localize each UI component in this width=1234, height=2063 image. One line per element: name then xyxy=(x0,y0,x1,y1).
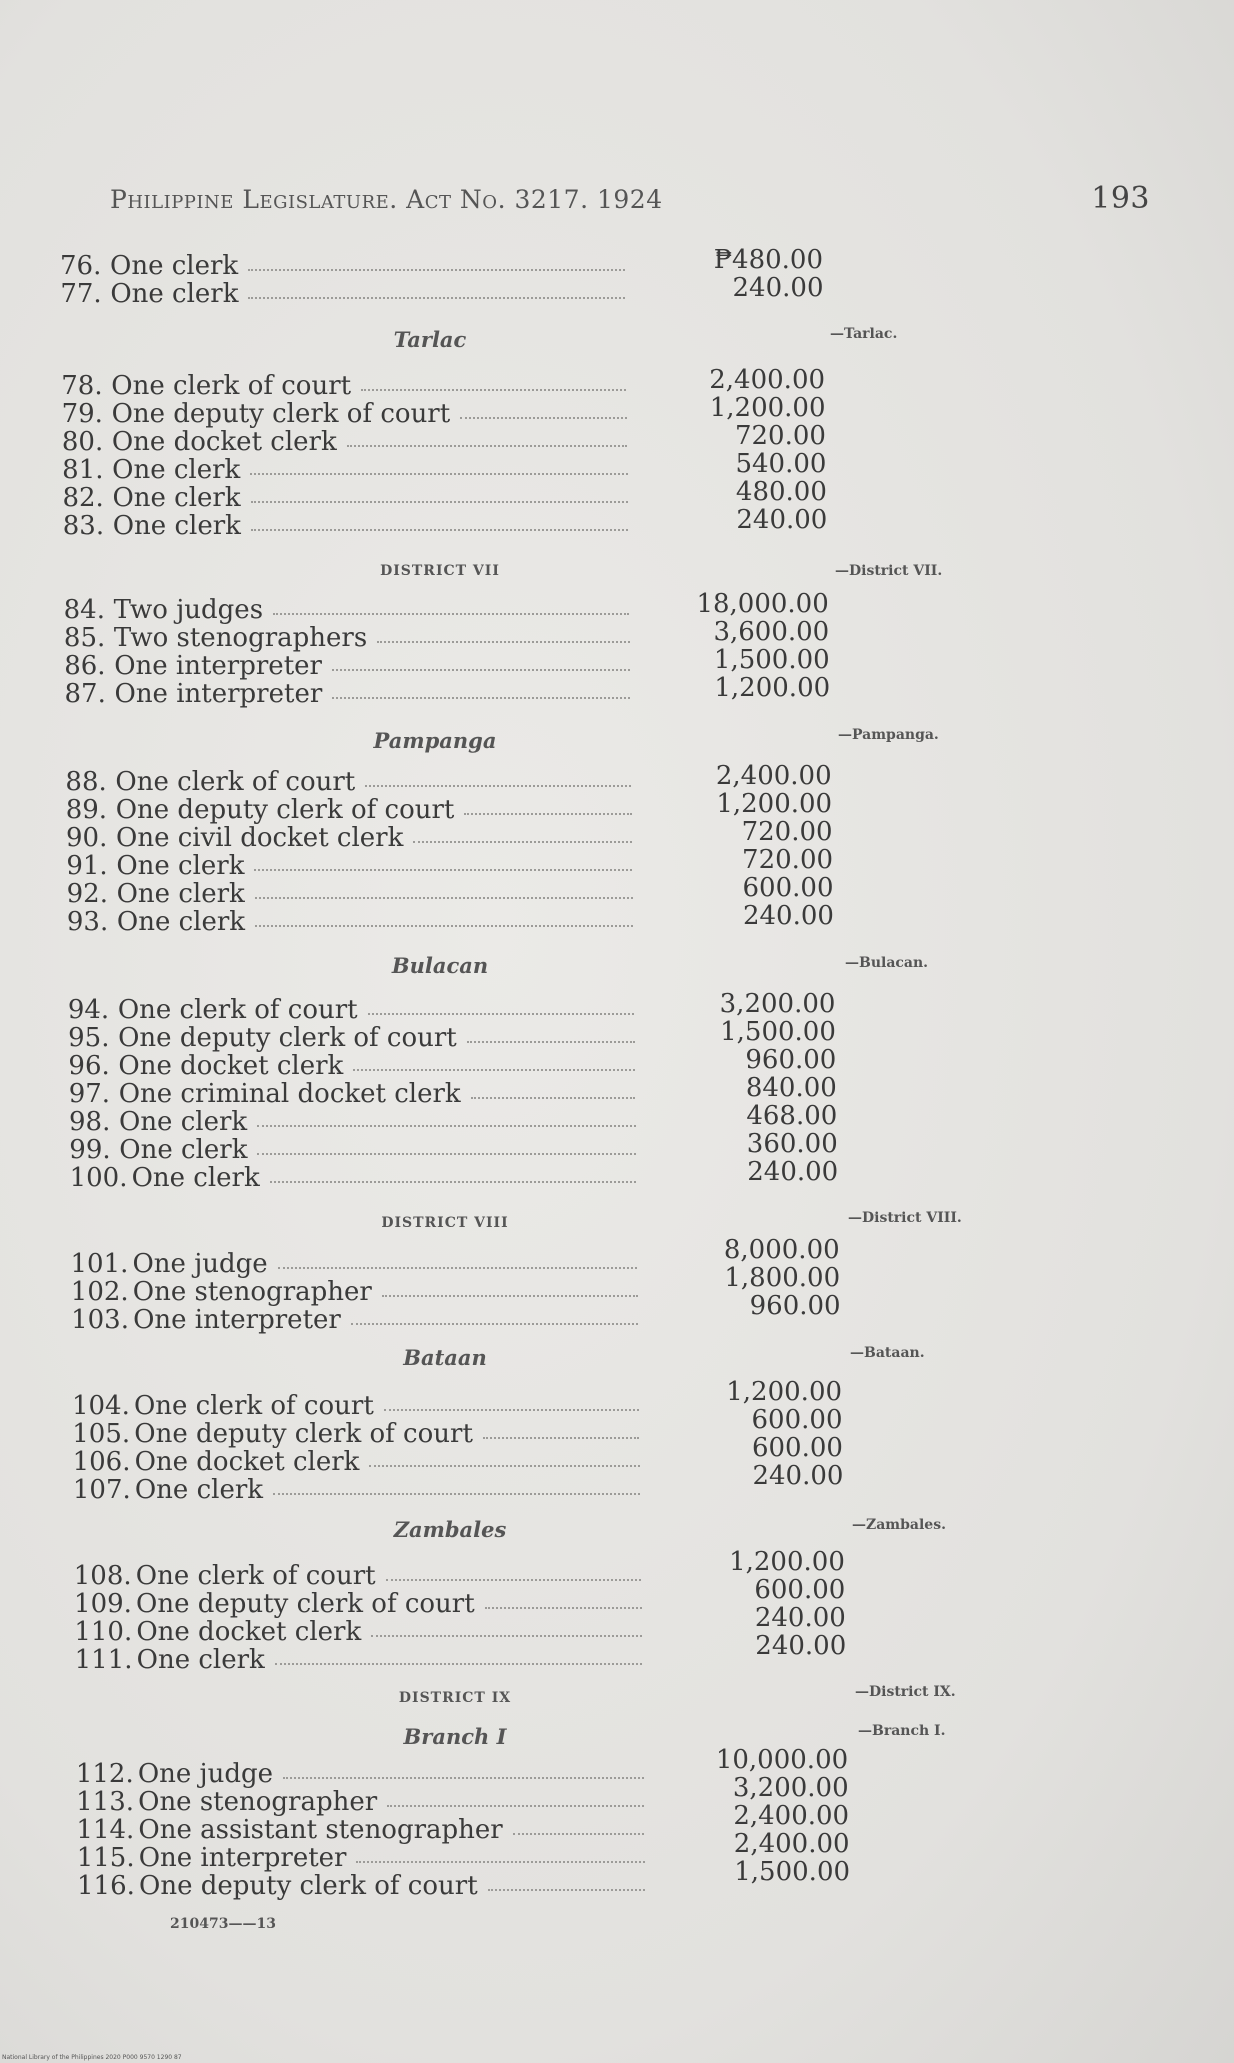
item-number: 110. xyxy=(74,1617,133,1647)
item-amount: 1,200.00 xyxy=(709,393,826,423)
item-number: 116. xyxy=(77,1871,135,1901)
item-number: 114. xyxy=(76,1815,135,1845)
item-number: 105. xyxy=(72,1419,131,1449)
item-description: One clerk xyxy=(110,251,239,281)
item-number: 80. xyxy=(61,427,104,457)
item-number: 87. xyxy=(64,679,106,709)
item-amount: 2,400.00 xyxy=(733,1829,850,1859)
list-item xyxy=(69,1108,247,1136)
item-amount: 1,200.00 xyxy=(729,1547,845,1577)
item-amount: 540.00 xyxy=(735,449,827,479)
dot-leader xyxy=(413,839,632,843)
section-heading-pampanga: Pampanga xyxy=(373,728,497,753)
item-description: One clerk xyxy=(136,1645,265,1675)
dot-leader xyxy=(464,811,631,815)
item-number: 95. xyxy=(68,1023,110,1053)
item-number: 103. xyxy=(71,1305,129,1335)
list-item xyxy=(70,1250,267,1278)
item-description: One clerk xyxy=(112,511,241,541)
item-amount: ₱480.00 xyxy=(713,245,824,275)
section-heading-bulacan: Bulacan xyxy=(391,953,489,978)
item-amount: 600.00 xyxy=(751,1405,843,1435)
list-item xyxy=(60,252,238,280)
dot-leader xyxy=(387,1803,644,1807)
item-amount: 600.00 xyxy=(754,1575,846,1605)
dot-leader xyxy=(353,1067,635,1071)
dot-leader xyxy=(248,267,625,271)
dot-leader xyxy=(275,1661,642,1665)
list-item xyxy=(76,1788,377,1816)
item-description: One judge xyxy=(132,1249,268,1279)
dot-leader xyxy=(257,1123,635,1127)
item-amount: 240.00 xyxy=(732,273,824,303)
list-item xyxy=(60,280,238,308)
item-number: 77. xyxy=(60,279,102,309)
dot-leader xyxy=(361,387,626,391)
dot-leader xyxy=(250,471,627,475)
item-description: One deputy clerk of court xyxy=(134,1419,473,1449)
item-number: 97. xyxy=(68,1079,111,1109)
list-item xyxy=(68,1024,457,1052)
list-item xyxy=(77,1844,347,1872)
margin-note: —District IX. xyxy=(855,1684,956,1700)
dot-leader xyxy=(460,415,627,419)
section-heading-branch-i: Branch I xyxy=(403,1724,507,1749)
margin-note: —Bulacan. xyxy=(845,955,929,971)
item-number: 108. xyxy=(73,1561,132,1591)
list-item xyxy=(62,484,240,512)
item-amount: 960.00 xyxy=(749,1291,841,1321)
item-number: 106. xyxy=(72,1447,131,1477)
printer-code: 210473——13 xyxy=(170,1916,276,1932)
item-amount: 240.00 xyxy=(736,505,828,535)
item-description: One clerk xyxy=(110,279,239,309)
margin-note: —Branch I. xyxy=(858,1723,946,1739)
item-number: 78. xyxy=(61,371,103,401)
list-item xyxy=(64,624,367,652)
item-amount: 960.00 xyxy=(745,1045,837,1075)
dot-leader xyxy=(483,1435,640,1439)
dot-leader xyxy=(467,1039,635,1043)
dot-leader xyxy=(386,1577,642,1581)
item-number: 104. xyxy=(71,1391,130,1421)
item-amount: 360.00 xyxy=(746,1129,838,1159)
item-description: One assistant stenographer xyxy=(138,1815,503,1845)
item-number: 85. xyxy=(63,623,106,653)
dot-leader xyxy=(255,895,633,899)
item-number: 88. xyxy=(65,767,107,797)
dot-leader xyxy=(356,1859,644,1863)
item-description: One deputy clerk of court xyxy=(139,1871,478,1901)
dot-leader xyxy=(488,1887,645,1891)
dot-leader xyxy=(248,295,625,299)
list-item xyxy=(74,1590,475,1618)
item-amount: 1,500.00 xyxy=(720,1017,836,1047)
item-amount: 720.00 xyxy=(742,845,834,875)
item-amount: 18,000.00 xyxy=(696,589,829,619)
item-description: One interpreter xyxy=(133,1305,341,1335)
dot-leader xyxy=(257,1151,635,1155)
item-number: 115. xyxy=(76,1843,135,1873)
item-number: 84. xyxy=(63,595,105,625)
list-item xyxy=(65,680,323,708)
list-item xyxy=(62,400,451,428)
item-amount: 3,200.00 xyxy=(719,989,836,1019)
item-amount: 240.00 xyxy=(752,1461,844,1491)
list-item xyxy=(69,1136,247,1164)
dot-leader xyxy=(377,639,629,643)
item-amount: 1,800.00 xyxy=(724,1263,841,1293)
item-description: One clerk xyxy=(116,879,245,909)
item-description: One stenographer xyxy=(138,1787,378,1817)
list-item xyxy=(77,1872,478,1900)
item-description: One docket clerk xyxy=(111,427,337,457)
dot-leader xyxy=(251,527,628,531)
dot-leader xyxy=(270,1179,637,1183)
item-number: 107. xyxy=(72,1475,131,1505)
running-title: Philippine Legislature. Act No. 3217. 1924 xyxy=(110,185,663,214)
section-heading-bataan: Bataan xyxy=(403,1345,487,1370)
dot-leader xyxy=(369,1463,639,1467)
item-number: 109. xyxy=(74,1589,132,1619)
list-item xyxy=(65,768,355,796)
scan-credit: National Library of the Philippines 2020 P000 9570 1290 87 xyxy=(2,2054,182,2061)
item-number: 113. xyxy=(76,1787,135,1817)
item-description: One deputy clerk of court xyxy=(115,795,455,825)
list-item xyxy=(66,796,455,824)
item-description: One interpreter xyxy=(114,679,323,709)
dot-leader xyxy=(278,1265,638,1269)
list-item xyxy=(64,596,263,624)
item-description: One judge xyxy=(137,1759,274,1789)
dot-leader xyxy=(332,667,630,671)
item-description: One clerk xyxy=(112,455,241,485)
item-number: 111. xyxy=(74,1645,133,1675)
list-item xyxy=(67,880,245,908)
item-description: One civil docket clerk xyxy=(116,823,404,853)
item-description: One deputy clerk of court xyxy=(111,399,451,429)
item-amount: 720.00 xyxy=(734,421,826,451)
margin-note: —District VIII. xyxy=(848,1210,962,1226)
item-amount: 1,500.00 xyxy=(734,1857,851,1887)
list-item xyxy=(72,1420,473,1448)
list-item xyxy=(74,1562,376,1590)
margin-note: —Pampanga. xyxy=(838,727,939,743)
item-amount: 840.00 xyxy=(745,1073,837,1103)
dot-leader xyxy=(365,783,631,787)
item-amount: 240.00 xyxy=(747,1157,839,1187)
item-description: One clerk of court xyxy=(115,767,356,797)
item-number: 98. xyxy=(69,1107,111,1137)
margin-note: —Tarlac. xyxy=(830,326,898,342)
item-amount: 3,600.00 xyxy=(713,617,830,647)
item-amount: 1,500.00 xyxy=(713,645,830,675)
item-amount: 240.00 xyxy=(742,901,834,931)
item-number: 101. xyxy=(70,1249,129,1279)
list-item xyxy=(73,1476,263,1504)
list-item xyxy=(64,652,322,680)
item-description: One clerk xyxy=(112,483,241,513)
list-item xyxy=(67,908,245,936)
section-heading-tarlac: Tarlac xyxy=(393,327,467,352)
dot-leader xyxy=(351,1321,638,1325)
page-header xyxy=(110,181,1150,225)
list-item xyxy=(72,1392,374,1420)
dot-leader xyxy=(254,867,632,871)
item-amount: 10,000.00 xyxy=(715,1745,849,1775)
dot-leader xyxy=(283,1775,644,1779)
list-item xyxy=(66,824,403,852)
item-number: 99. xyxy=(69,1135,111,1165)
item-amount: 1,200.00 xyxy=(726,1377,843,1407)
dot-leader xyxy=(485,1605,642,1609)
list-item xyxy=(70,1164,260,1192)
section-heading-zambales: Zambales xyxy=(393,1517,507,1542)
item-number: 90. xyxy=(66,823,108,853)
item-description: One clerk of court xyxy=(117,995,358,1025)
dot-leader xyxy=(513,1831,645,1835)
list-item xyxy=(66,852,244,880)
item-amount: 600.00 xyxy=(742,873,834,903)
item-number: 79. xyxy=(61,399,103,429)
item-number: 76. xyxy=(60,251,102,281)
dot-leader xyxy=(255,923,633,927)
dot-leader xyxy=(471,1095,636,1099)
item-description: One interpreter xyxy=(114,651,322,681)
item-number: 102. xyxy=(70,1277,129,1307)
item-number: 92. xyxy=(66,879,108,909)
item-amount: 1,200.00 xyxy=(716,789,833,819)
list-item xyxy=(69,1080,461,1108)
item-amount: 2,400.00 xyxy=(733,1801,850,1831)
dot-leader xyxy=(251,499,628,503)
dot-leader xyxy=(384,1407,639,1411)
item-description: One criminal docket clerk xyxy=(118,1079,461,1109)
list-item xyxy=(62,456,240,484)
item-number: 91. xyxy=(66,851,108,881)
item-number: 89. xyxy=(65,795,108,825)
list-item xyxy=(62,428,337,456)
item-amount: 720.00 xyxy=(741,817,833,847)
item-description: One clerk xyxy=(119,1135,248,1165)
item-description: One clerk of court xyxy=(111,371,352,401)
item-amount: 468.00 xyxy=(746,1101,838,1131)
dot-leader xyxy=(371,1633,642,1637)
dot-leader xyxy=(347,443,627,447)
section-heading-district-viii: DISTRICT VIII xyxy=(381,1215,509,1231)
margin-note: —Zambales. xyxy=(852,1517,946,1533)
item-number: 94. xyxy=(67,995,110,1025)
item-number: 112. xyxy=(75,1759,134,1789)
item-description: One clerk xyxy=(134,1475,264,1505)
item-amount: 240.00 xyxy=(754,1603,846,1633)
item-amount: 8,000.00 xyxy=(723,1235,840,1265)
section-heading-district-vii: DISTRICT VII xyxy=(380,563,500,579)
item-amount: 2,400.00 xyxy=(709,365,826,395)
item-description: One clerk xyxy=(131,1163,260,1193)
item-description: One docket clerk xyxy=(136,1617,362,1647)
item-description: One clerk xyxy=(119,1107,248,1137)
item-number: 86. xyxy=(64,651,106,681)
item-description: Two stenographers xyxy=(113,623,368,653)
item-description: One clerk of court xyxy=(133,1391,374,1421)
item-amount: 3,200.00 xyxy=(732,1773,849,1803)
item-number: 83. xyxy=(62,511,105,541)
item-number: 96. xyxy=(68,1051,110,1081)
item-number: 82. xyxy=(62,483,104,513)
item-description: One deputy clerk of court xyxy=(118,1023,457,1053)
dot-leader xyxy=(273,1491,640,1495)
dot-leader xyxy=(368,1011,635,1015)
list-item xyxy=(68,996,358,1024)
dot-leader xyxy=(382,1293,638,1297)
item-amount: 600.00 xyxy=(751,1433,843,1463)
item-amount: 1,200.00 xyxy=(714,673,831,703)
list-item xyxy=(71,1278,372,1306)
item-number: 81. xyxy=(62,455,104,485)
margin-note: —Bataan. xyxy=(850,1345,925,1361)
list-item xyxy=(73,1448,360,1476)
dot-leader xyxy=(332,695,630,699)
item-description: One interpreter xyxy=(138,1843,347,1873)
item-description: One clerk of court xyxy=(135,1561,376,1591)
list-item xyxy=(75,1646,265,1674)
list-item xyxy=(68,1052,343,1080)
margin-note: —District VII. xyxy=(835,563,943,579)
item-number: 93. xyxy=(66,907,109,937)
section-heading-district-ix: DISTRICT IX xyxy=(398,1690,512,1706)
item-amount: 480.00 xyxy=(735,477,827,507)
item-description: One deputy clerk of court xyxy=(136,1589,475,1619)
page-number: 193 xyxy=(1091,181,1150,216)
item-number: 100. xyxy=(69,1163,128,1193)
list-item xyxy=(76,1760,273,1788)
list-item xyxy=(76,1816,502,1844)
dot-leader xyxy=(273,611,629,615)
list-item xyxy=(74,1618,361,1646)
item-amount: 2,400.00 xyxy=(715,761,832,791)
item-amount: 240.00 xyxy=(755,1631,847,1661)
item-description: One docket clerk xyxy=(134,1447,360,1477)
list-item xyxy=(61,372,351,400)
item-description: One docket clerk xyxy=(118,1051,344,1081)
list-item xyxy=(63,512,241,540)
list-item xyxy=(71,1306,341,1334)
item-description: One clerk xyxy=(116,851,245,881)
item-description: One clerk xyxy=(116,907,246,937)
item-description: Two judges xyxy=(113,595,264,625)
item-description: One stenographer xyxy=(132,1277,372,1307)
